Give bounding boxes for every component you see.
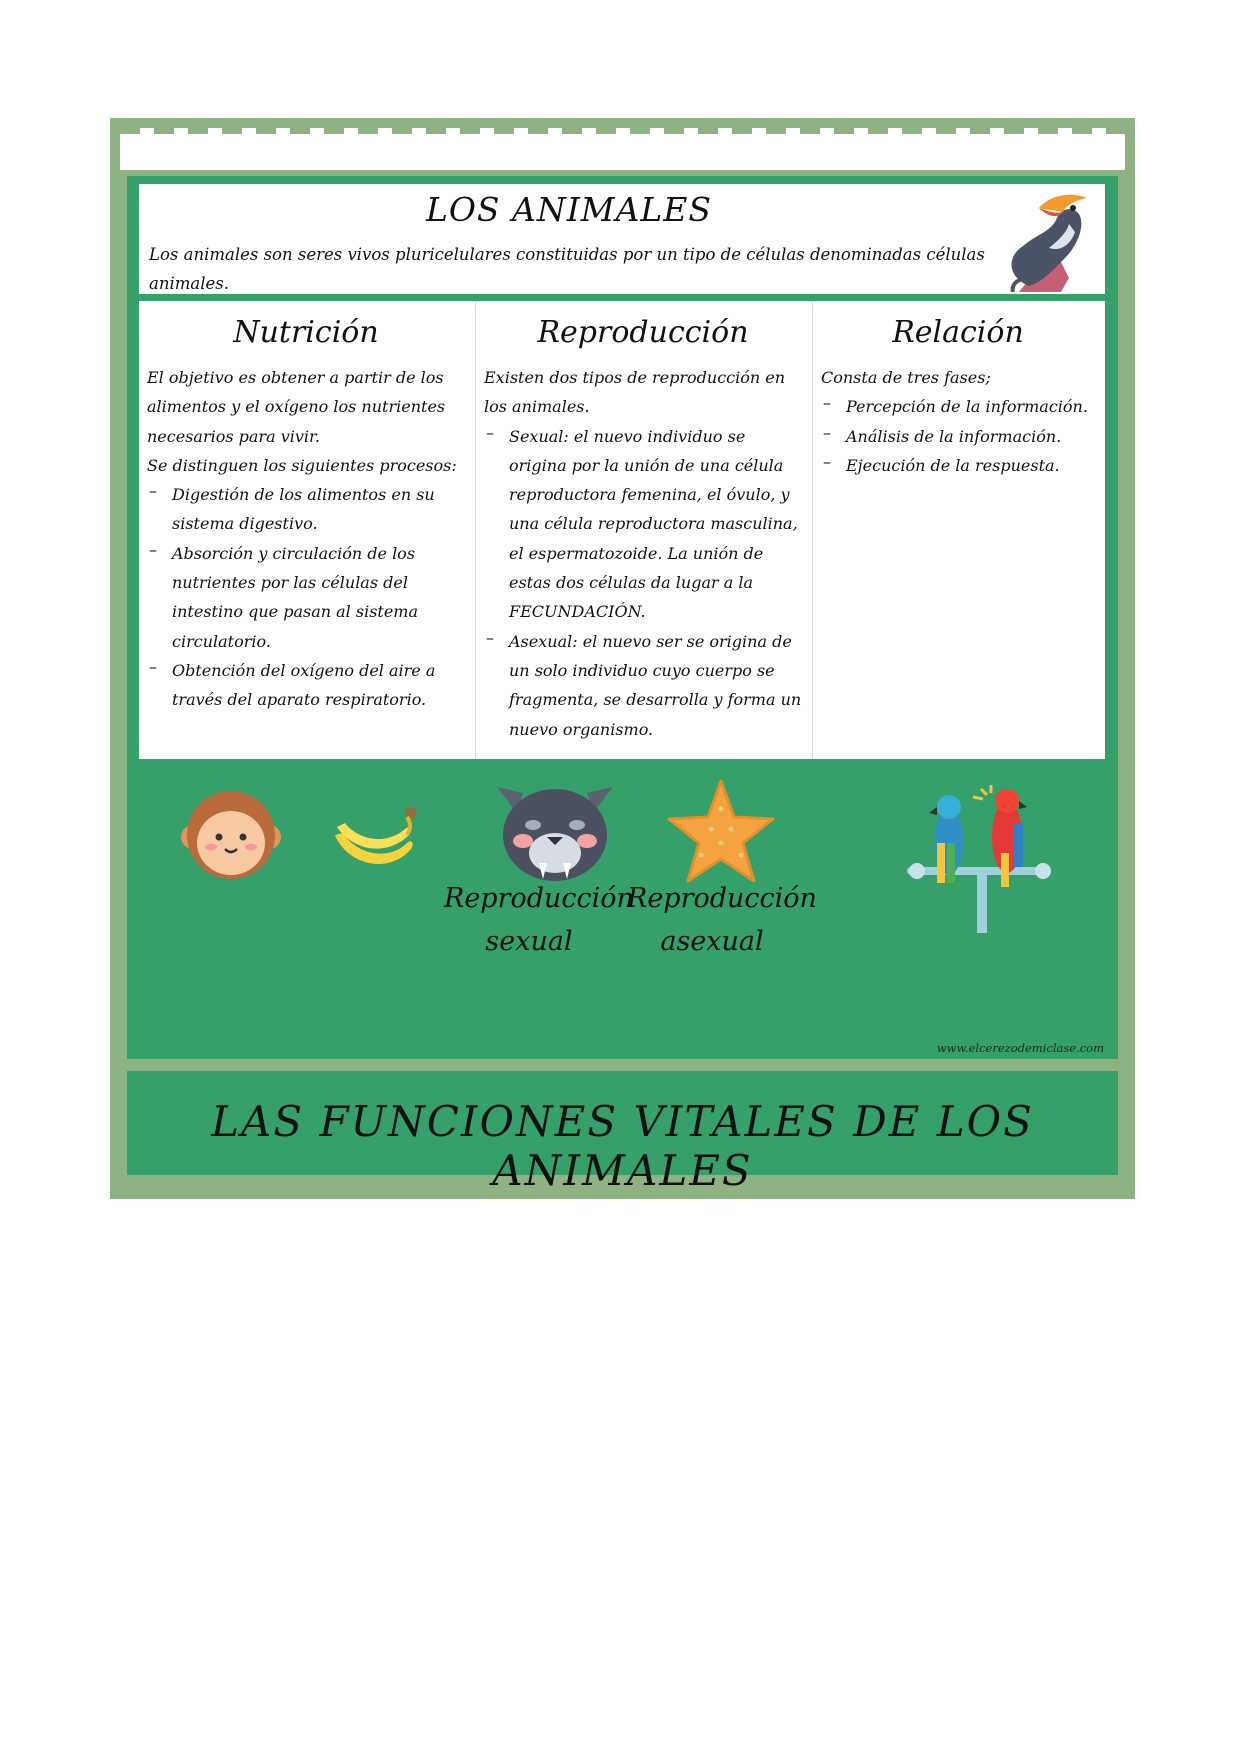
- column-paragraph: El objetivo es obtener a partir de los alimentos y el oxígeno los nutrientes necesarios para vivir.: [147, 368, 446, 446]
- animals-strip: [127, 759, 1118, 1059]
- caption-asexual: [627, 877, 817, 963]
- caption-line: sexual: [485, 926, 573, 957]
- column-paragraph: Se distinguen los siguientes procesos:: [147, 455, 457, 475]
- list-item: – Obtención del oxígeno del aire a través del aparato respiratorio.: [147, 656, 465, 715]
- functions-table: [139, 301, 1105, 759]
- list-item: – Percepción de la información.: [821, 392, 1095, 421]
- panther-icon: [493, 783, 617, 883]
- column-paragraph: Existen dos tipos de reproducción en los animales.: [484, 368, 786, 417]
- list-item: – Análisis de la información.: [821, 422, 1095, 451]
- list-item: – Sexual: el nuevo individuo se origina por la unión de una célula reproductora femenina, el óvulo, y una célula reproductora masculina, el espermatozoide. La unión de estas dos células da lugar a la FECUNDACIÓN.: [484, 422, 802, 627]
- caption-line: Reproducción: [627, 883, 817, 914]
- toucan-icon: [999, 188, 1099, 292]
- worksheet-frame: [110, 118, 1135, 1199]
- column-paragraph: Consta de tres fases;: [821, 368, 991, 387]
- reproduction-list: [484, 422, 802, 744]
- intro-title: LOS ANIMALES: [425, 190, 713, 229]
- list-item: – Asexual: el nuevo ser se origina de un solo individuo cuyo cuerpo se fragmenta, se desarrolla y forma un nuevo organismo.: [484, 627, 802, 744]
- starfish-icon: [667, 779, 775, 883]
- top-stitch-band: [120, 128, 1125, 170]
- monkey-icon: [181, 787, 281, 883]
- caption-line: asexual: [660, 926, 764, 957]
- footer-title-bar: [127, 1071, 1118, 1195]
- caption-line: Reproducción: [444, 883, 634, 914]
- column-relacion: [812, 301, 1105, 759]
- list-item: – Digestión de los alimentos en su sistema digestivo.: [147, 480, 465, 539]
- column-nutricion: [139, 301, 475, 759]
- list-item: – Absorción y circulación de los nutrientes por las células del intestino que pasan al sistema circulatorio.: [147, 539, 465, 656]
- banana-icon: [329, 799, 421, 877]
- column-title: Nutrición: [233, 315, 379, 350]
- stitch-dashes: [120, 128, 1125, 134]
- list-item: – Ejecución de la respuesta.: [821, 451, 1095, 480]
- footer-title: LAS FUNCIONES VITALES DE LOS ANIMALES: [211, 1097, 1034, 1195]
- column-title: Relación: [892, 315, 1024, 350]
- intro-line-1: Los animales son seres vivos pluricelulares constituidas por un tipo de células denominadas células animales.: [149, 245, 985, 293]
- column-title: Reproducción: [537, 315, 749, 350]
- process-list: [147, 480, 465, 714]
- column-reproduccion: [475, 301, 812, 759]
- parrots-icon: [903, 783, 1055, 933]
- website-watermark: www.elcerezodemiclase.com: [936, 1041, 1104, 1055]
- intro-panel: [139, 184, 1105, 294]
- phases-list: [821, 392, 1095, 480]
- caption-sexual: [444, 877, 634, 963]
- main-board: [127, 176, 1118, 1059]
